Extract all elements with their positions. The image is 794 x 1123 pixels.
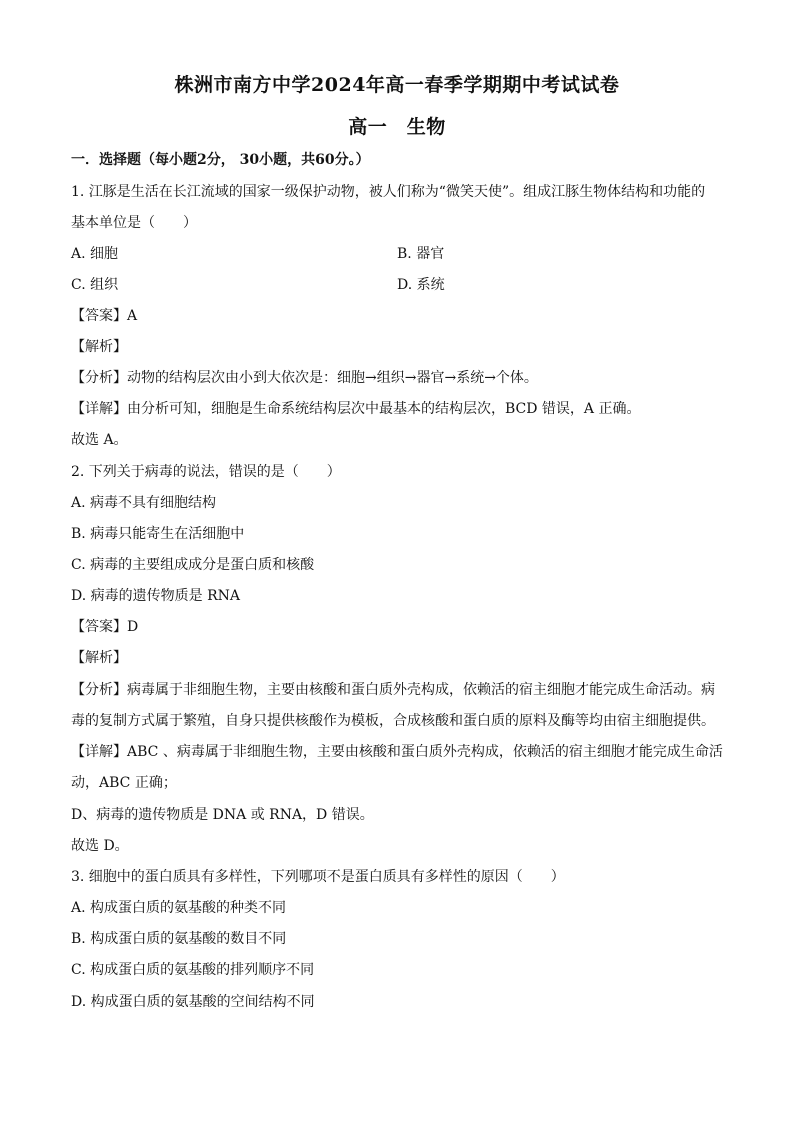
section-heading: 一．选择题（每小题2分， 30小题，共60分。） bbox=[71, 152, 370, 168]
q2-detail-line2: 动，ABC 正确； bbox=[71, 775, 177, 791]
q3-stem: 3. 细胞中的蛋白质具有多样性，下列哪项不是蛋白质具有多样性的原因（ ） bbox=[71, 869, 565, 885]
q1-option-b: B. 器官 bbox=[397, 246, 445, 262]
q1-analysis-label: 【解析】 bbox=[71, 339, 127, 355]
q1-stem-line1: 1. 江豚是生活在长江流域的国家一级保护动物，被人们称为“微笑天使”。组成江豚生物体结构和功能的 bbox=[71, 184, 706, 200]
q2-detail-line1: 【详解】ABC 、病毒属于非细胞生物，主要由核酸和蛋白质外壳构成，依赖活的宿主细胞才能完成生命活 bbox=[71, 744, 723, 760]
q1-option-a: A. 细胞 bbox=[71, 246, 119, 262]
q1-stem-line2: 基本单位是（ ） bbox=[71, 215, 197, 231]
exam-subtitle: 高一 生物 bbox=[348, 116, 446, 138]
q3-option-a: A. 构成蛋白质的氨基酸的种类不同 bbox=[71, 900, 287, 916]
q2-option-c: C. 病毒的主要组成成分是蛋白质和核酸 bbox=[71, 557, 315, 573]
q1-conclusion: 故选 A。 bbox=[71, 432, 128, 448]
q2-answer: 【答案】D bbox=[71, 619, 139, 635]
q1-option-c: C. 组织 bbox=[71, 277, 119, 293]
q2-conclusion: 故选 D。 bbox=[71, 838, 129, 854]
q2-analysis-line1: 【分析】病毒属于非细胞生物，主要由核酸和蛋白质外壳构成，依赖活的宿主细胞才能完成生命活动。病 bbox=[71, 682, 715, 698]
q3-option-b: B. 构成蛋白质的氨基酸的数目不同 bbox=[71, 931, 287, 947]
exam-title: 株洲市南方中学2024年高一春季学期期中考试试卷 bbox=[174, 74, 620, 96]
q3-option-d: D. 构成蛋白质的氨基酸的空间结构不同 bbox=[71, 994, 315, 1010]
q1-answer: 【答案】A bbox=[71, 308, 138, 324]
q3-option-c: C. 构成蛋白质的氨基酸的排列顺序不同 bbox=[71, 962, 315, 978]
q2-stem: 2. 下列关于病毒的说法，错误的是（ ） bbox=[71, 464, 341, 480]
q2-option-b: B. 病毒只能寄生在活细胞中 bbox=[71, 526, 245, 542]
q2-option-d: D. 病毒的遗传物质是 RNA bbox=[71, 588, 240, 604]
q2-option-a: A. 病毒不具有细胞结构 bbox=[71, 495, 217, 511]
q2-analysis-label: 【解析】 bbox=[71, 650, 127, 666]
q1-analysis: 【分析】动物的结构层次由小到大依次是：细胞→组织→器官→系统→个体。 bbox=[71, 370, 538, 386]
q1-option-d: D. 系统 bbox=[397, 277, 445, 293]
q2-analysis-line2: 毒的复制方式属于繁殖，自身只提供核酸作为模板，合成核酸和蛋白质的原料及酶等均由宿主细胞提供。 bbox=[71, 713, 715, 729]
q1-detail: 【详解】由分析可知，细胞是生命系统结构层次中最基本的结构层次，BCD 错误，A 正确。 bbox=[71, 401, 641, 417]
q2-detail-line3: D、病毒的遗传物质是 DNA 或 RNA，D 错误。 bbox=[71, 807, 374, 823]
